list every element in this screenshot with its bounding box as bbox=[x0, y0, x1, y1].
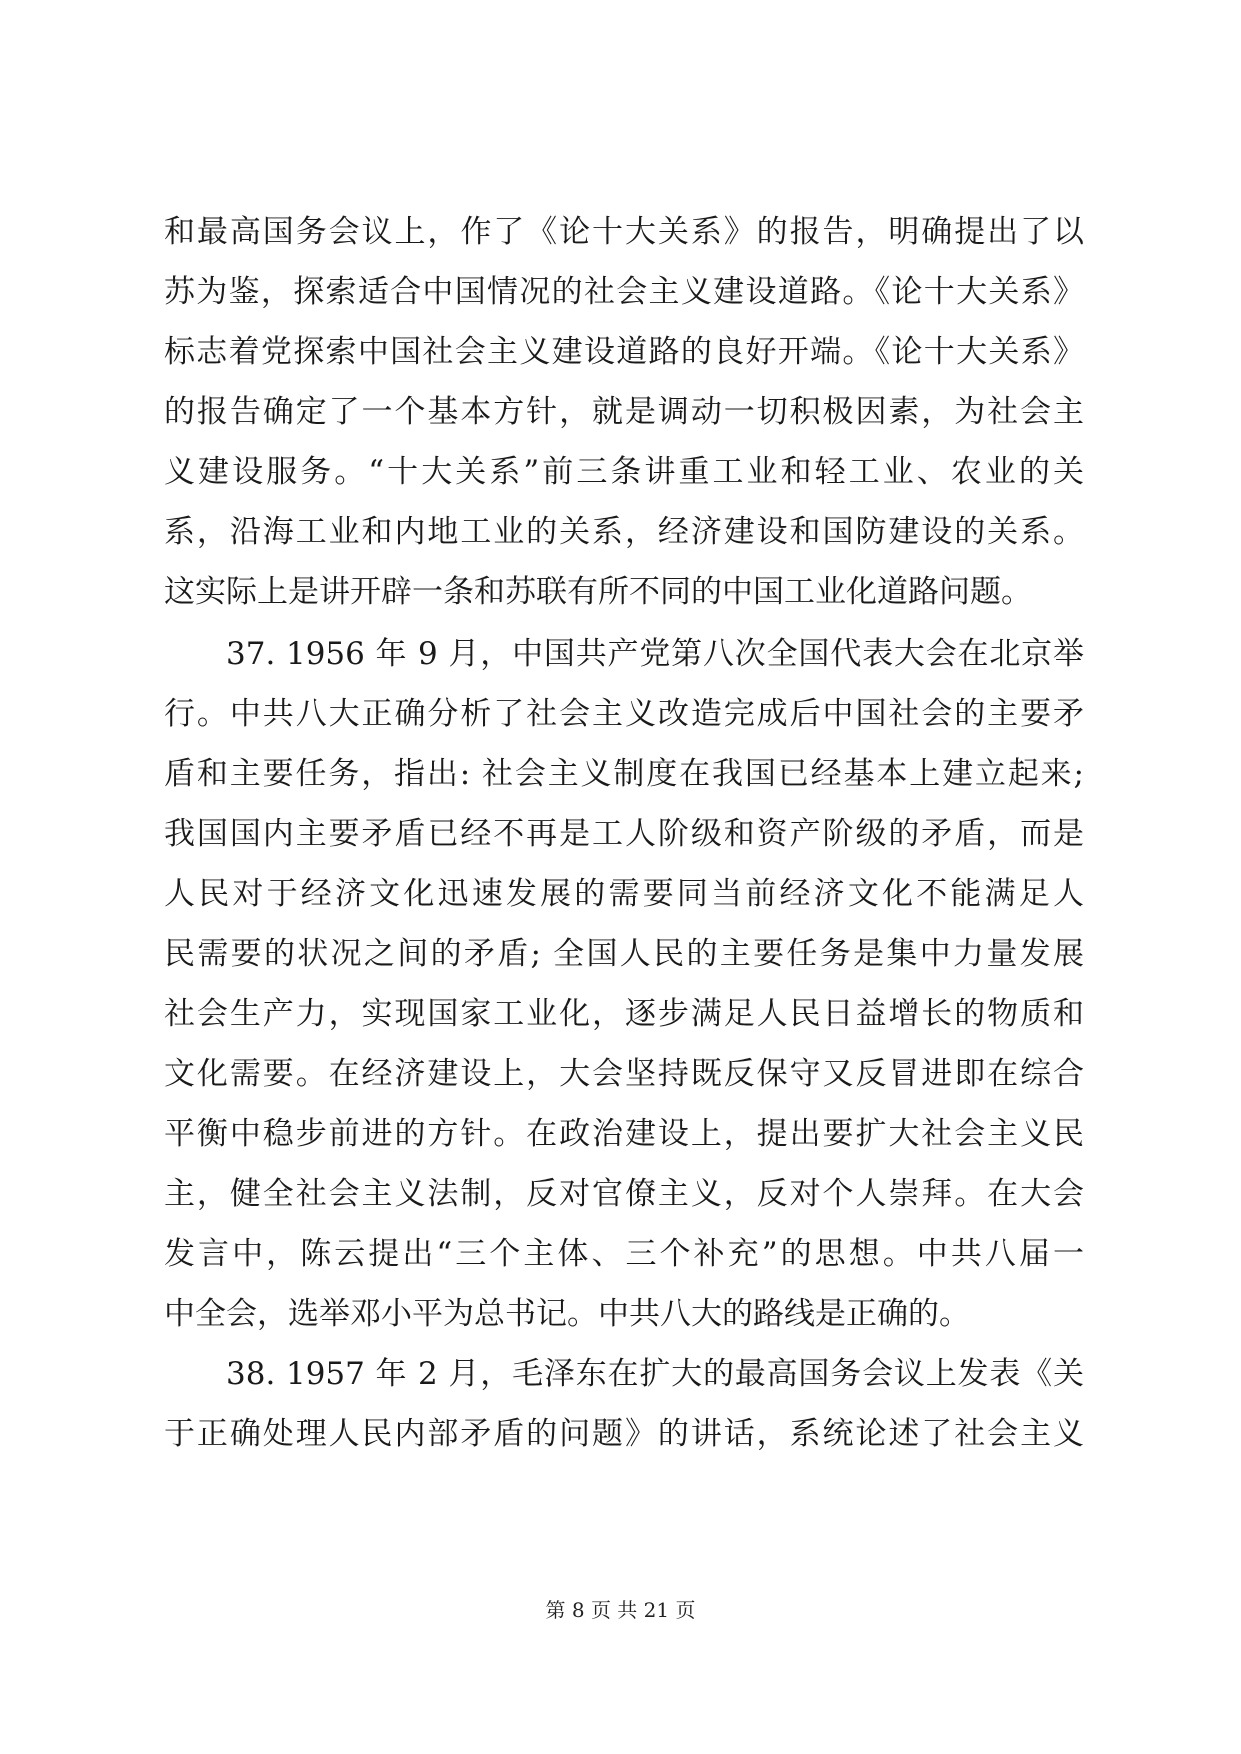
text-line: 这实际上是讲开辟一条和苏联有所不同的中国工业化道路问题。 bbox=[164, 574, 1032, 610]
text-line: 和最高国务会议上，作了《论十大关系》的报告，明确提出了以 bbox=[164, 214, 1084, 250]
text-line: 标志着党探索中国社会主义建设道路的良好开端。《论十大关系》 bbox=[164, 334, 1084, 370]
text-line: 主，健全社会主义法制，反对官僚主义，反对个人崇拜。在大会 bbox=[164, 1176, 1084, 1212]
text-line: 人民对于经济文化迅速发展的需要同当前经济文化不能满足人 bbox=[164, 876, 1084, 912]
text-line: 我国国内主要矛盾已经不再是工人阶级和资产阶级的矛盾，而是 bbox=[164, 816, 1084, 852]
text-line: 盾和主要任务，指出: 社会主义制度在我国已经基本上建立起来; bbox=[164, 756, 1084, 792]
text-line: 的报告确定了一个基本方针，就是调动一切积极因素，为社会主 bbox=[164, 394, 1084, 430]
text-line: 发言中，陈云提出“三个主体、三个补充”的思想。中共八届一 bbox=[164, 1236, 1084, 1272]
page-number-footer: 第 8 页 共 21 页 bbox=[545, 1598, 696, 1622]
text-line: 义建设服务。“十大关系”前三条讲重工业和轻工业、农业的关 bbox=[164, 454, 1084, 490]
text-line: 中全会，选举邓小平为总书记。中共八大的路线是正确的。 bbox=[164, 1296, 970, 1332]
text-line: 民需要的状况之间的矛盾; 全国人民的主要任务是集中力量发展 bbox=[164, 936, 1084, 972]
text-line: 行。中共八大正确分析了社会主义改造完成后中国社会的主要矛 bbox=[164, 696, 1084, 732]
text-line: 文化需要。在经济建设上，大会坚持既反保守又反冒进即在综合 bbox=[164, 1056, 1084, 1092]
text-line: 系，沿海工业和内地工业的关系，经济建设和国防建设的关系。 bbox=[164, 514, 1084, 550]
text-line: 社会生产力，实现国家工业化，逐步满足人民日益增长的物质和 bbox=[164, 996, 1084, 1032]
paragraph-start-line: 38. 1957 年 2 月，毛泽东在扩大的最高国务会议上发表《关 bbox=[226, 1356, 1084, 1392]
text-line: 于正确处理人民内部矛盾的问题》的讲话，系统论述了社会主义 bbox=[164, 1416, 1084, 1452]
text-line: 平衡中稳步前进的方针。在政治建设上，提出要扩大社会主义民 bbox=[164, 1116, 1084, 1152]
text-line: 苏为鉴，探索适合中国情况的社会主义建设道路。《论十大关系》 bbox=[164, 274, 1084, 310]
paragraph-start-line: 37. 1956 年 9 月，中国共产党第八次全国代表大会在北京举 bbox=[226, 636, 1084, 672]
